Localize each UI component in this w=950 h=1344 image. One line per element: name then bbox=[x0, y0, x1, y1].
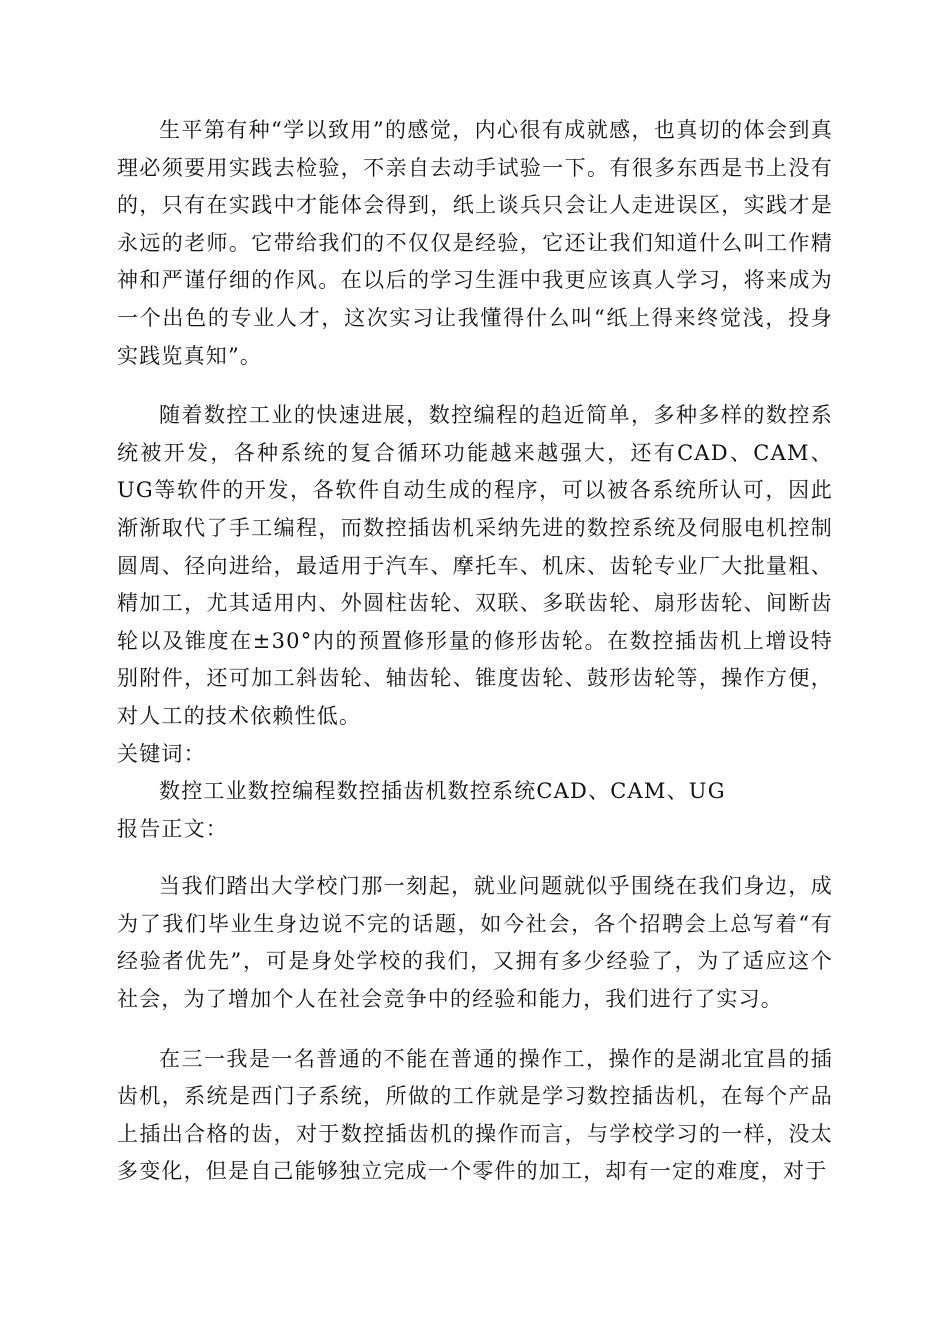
document-body bbox=[117, 112, 833, 1191]
paragraph-graduation-employment: 当我们踏出大学校门那一刻起，就业问题就似乎围绕在我们身边，成为了我们毕业生身边说不完的话题，如今社会，各个招聘会上总写着“有经验者优先”，可是身处学校的我们，又拥有多少经验了，为了适应这个社会，为了增加个人在社会竞争中的经验和能力，我们进行了实习。 bbox=[117, 874, 833, 1012]
keywords-label: 关键词： bbox=[117, 741, 206, 766]
paragraph-operator-work: 在三一我是一名普通的不能在普通的操作工，操作的是湖北宜昌的插齿机，系统是西门子系统，所做的工作就是学习数控插齿机，在每个产品上插出合格的齿，对于数控插齿机的操作而言，与学校学习的一样，没太多变化，但是自己能够独立完成一个零件的加工，却有一定的难度，对于 bbox=[117, 1046, 833, 1184]
paragraph-practice-reflection: 生平第有种“学以致用”的感觉，内心很有成就感，也真切的体会到真理必须要用实践去检验，不亲自去动手试验一下。有很多东西是书上没有的，只有在实践中才能体会得到，纸上谈兵只会让人走进误区，实践才是永远的老师。它带给我们的不仅仅是经验，它还让我们知道什么叫工作精神和严谨仔细的作风。在以后的学习生涯中我更应该真人学习，将来成为一个出色的专业人才，这次实习让我懂得什么叫“纸上得来终觉浅，投身实践览真知”。 bbox=[117, 118, 833, 368]
paragraph-cnc-development: 随着数控工业的快速进展，数控编程的趋近简单，多种多样的数控系统被开发，各种系统的复合循环功能越来越强大，还有CAD、CAM、UG等软件的开发，各软件自动生成的程序，可以被各系统所认可，因此渐渐取代了手工编程，而数控插齿机采纳先进的数控系统及伺服电机控制圆周、径向进给，最适用于汽车、摩托车、机床、齿轮专业厂大批量粗、精加工，尤其适用内、外圆柱齿轮、双联、多联齿轮、扇形齿轮、间断齿轮以及锥度在±30°内的预置修形量的修形齿轮。在数控插齿机上增设特别附件，还可加工斜齿轮、轴齿轮、锥度齿轮、鼓形齿轮等，操作方便，对人工的技术依赖性低。 bbox=[117, 403, 833, 728]
report-body-label: 报告正文： bbox=[117, 816, 228, 841]
keywords-text: 数控工业数控编程数控插齿机数控系统CAD、CAM、UG bbox=[159, 779, 726, 804]
